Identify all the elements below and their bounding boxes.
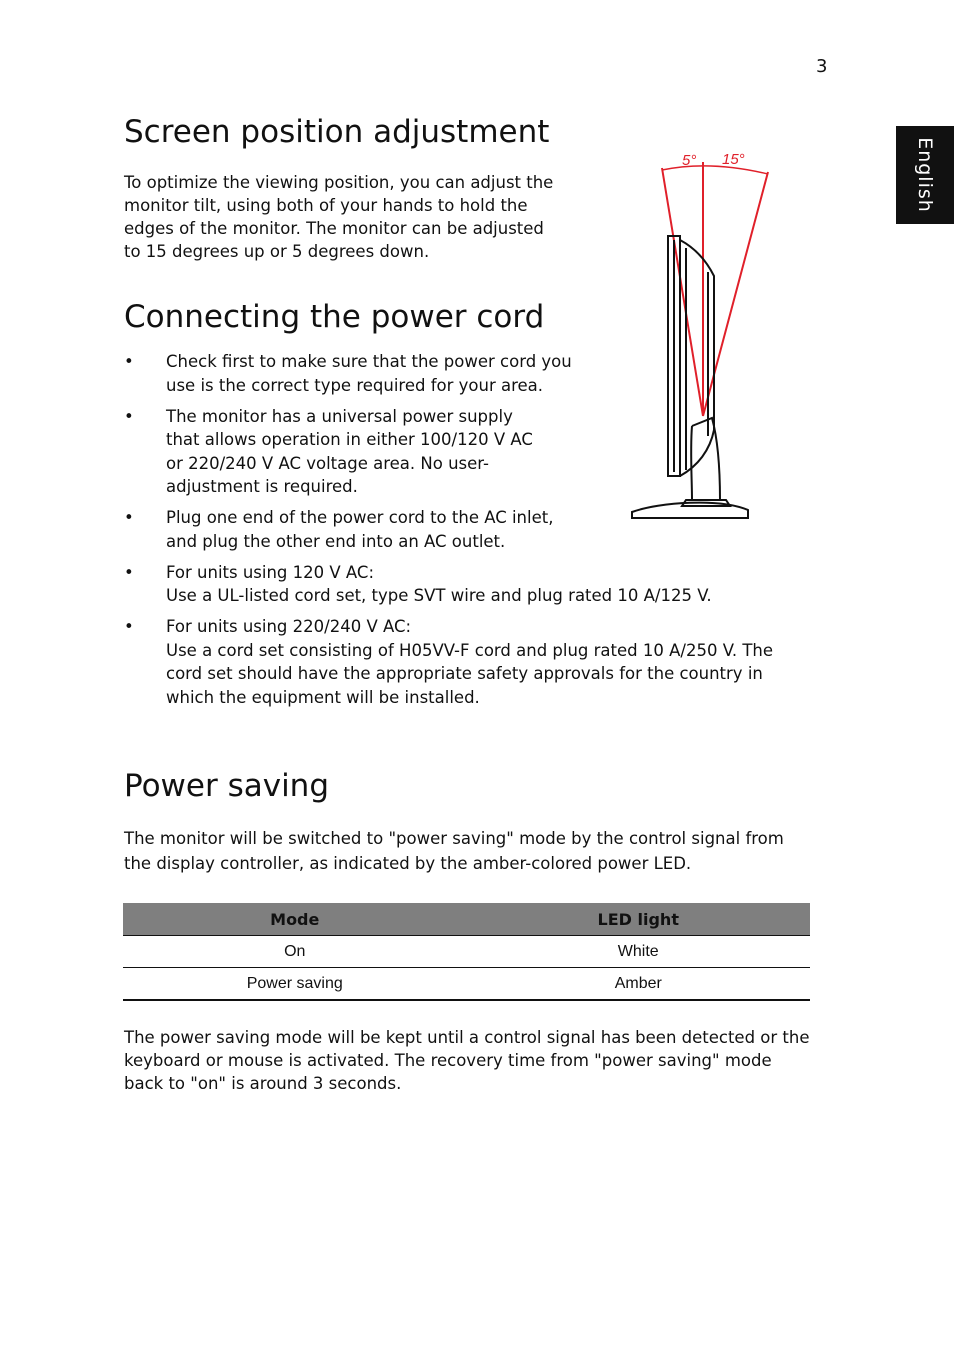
bullet-text: For units using 220/240 V AC: [166,617,412,636]
list-item [124,350,814,397]
bullet-icon: • [124,617,134,636]
list-item [124,561,814,608]
list-item [124,615,814,709]
table-row [123,968,810,1001]
table-cell-mode: On [123,936,467,968]
bullet-text: Check first to make sure that the power cord you use is the correct type required for your area. [166,352,572,395]
table-cell-led: Amber [467,968,811,1001]
power-cord-bullet-list [124,350,814,717]
power-mode-table [123,903,810,1001]
section-heading-power-saving: Power saving [124,768,330,804]
angle-up-label: 15° [722,151,745,168]
screen-position-body: To optimize the viewing position, you can adjust the monitor tilt, using both of your hands to hold the edges of the monitor. The monitor can be adjusted to 15 degrees up or 5 degrees down. [124,173,554,261]
table-header-mode: Mode [123,903,467,936]
language-tab [896,126,954,224]
angle-arc [662,166,768,174]
bullet-text-detail: Use a UL-listed cord set, type SVT wire and plug rated 10 A/125 V. [166,586,712,605]
table-cell-led: White [467,936,811,968]
table-row [123,936,810,968]
table-header-led-light: LED light [467,903,811,936]
bullet-text-detail: Use a cord set consisting of H05VV-F cord and plug rated 10 A/250 V. The cord set should have the appropriate safety approvals for the country in which the equipment will be installed. [166,640,774,707]
power-saving-outro: The power saving mode will be kept until a control signal has been detected or the keyboard or mouse is activated. The recovery time from "power saving" mode back to "on" is around 3 seconds. [124,1028,810,1093]
language-tab-label: English [914,137,937,213]
angle-down-label: 5° [682,152,697,169]
bullet-icon: • [124,352,134,371]
list-item [124,405,814,499]
table-cell-mode: Power saving [123,968,467,1001]
section-heading-screen-position: Screen position adjustment [124,114,550,150]
page-number: 3 [816,56,828,77]
bullet-icon: • [124,562,134,582]
bullet-text: Plug one end of the power cord to the AC inlet, and plug the other end into an AC outlet. [166,508,554,551]
list-item [124,506,814,553]
bullet-text: The monitor has a universal power supply that allows operation in either 100/120 V AC or 220/240 V AC voltage area. No user-adjustment is required. [166,406,533,496]
section-heading-power-cord: Connecting the power cord [124,299,545,335]
bullet-icon: • [124,508,134,527]
bullet-icon: • [124,406,134,426]
power-saving-intro: The monitor will be switched to "power saving" mode by the control signal from the display controller, as indicated by the amber-colored power LED. [124,829,784,873]
bullet-text: For units using 120 V AC: [166,562,374,582]
